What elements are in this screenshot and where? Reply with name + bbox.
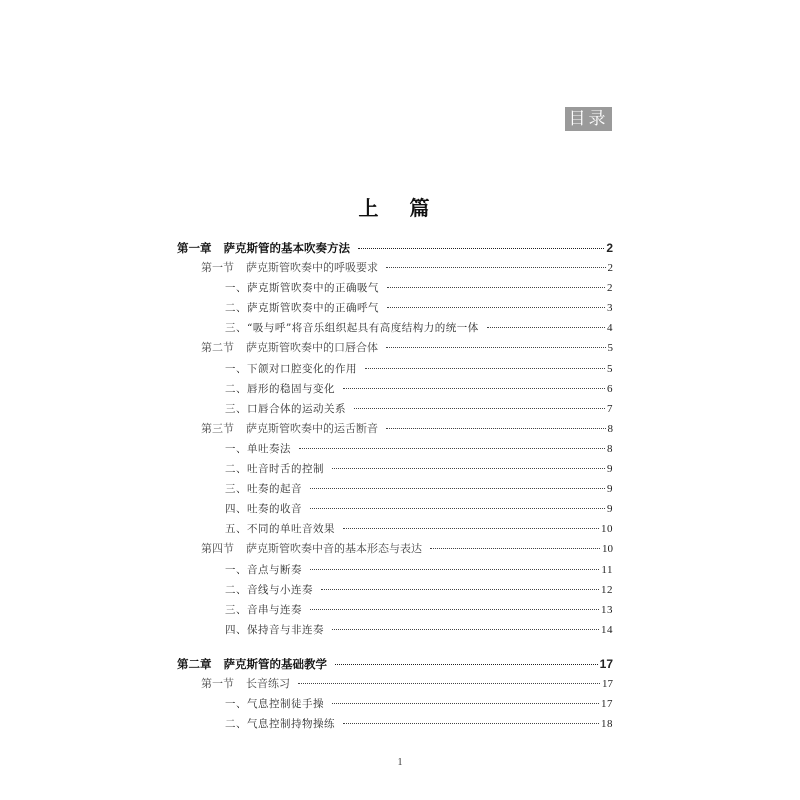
dot-leader — [343, 388, 605, 389]
page-number: 2 — [607, 262, 613, 275]
dot-leader — [365, 368, 605, 369]
section-number: 第一节 — [201, 676, 234, 690]
section-title: 萨克斯管吹奏中的口唇合体 — [246, 341, 378, 355]
section-title: 萨克斯管吹奏中的呼吸要求 — [246, 261, 378, 275]
toc-item — [177, 379, 613, 399]
item-title: 一、音点与断奏 — [225, 563, 302, 576]
section-title: 长音练习 — [246, 676, 290, 690]
dot-leader — [332, 468, 605, 469]
section-number: 第一节 — [201, 261, 234, 275]
page-number: 9 — [607, 463, 613, 476]
toc-section — [177, 338, 613, 358]
dot-leader — [430, 548, 600, 549]
page-number: 17 — [599, 656, 613, 671]
toc-item — [177, 359, 613, 379]
dot-leader — [354, 408, 605, 409]
dot-leader — [335, 664, 598, 665]
toc-chapter-1 — [177, 238, 613, 258]
chapter-title: 萨克斯管的基础教学 — [223, 656, 327, 671]
item-title: 三、吐奏的起音 — [225, 483, 302, 496]
toc-item — [177, 620, 613, 640]
toc-section — [177, 258, 613, 278]
page-number: 5 — [607, 362, 613, 375]
item-title: 三、口唇合体的运动关系 — [225, 402, 346, 415]
page-number: 2 — [606, 241, 613, 255]
item-title: 四、保持音与非连奏 — [225, 623, 324, 636]
toc-section — [177, 674, 613, 694]
dot-leader — [487, 327, 605, 328]
toc-item — [177, 580, 613, 600]
toc-item — [177, 600, 613, 620]
dot-leader — [310, 508, 605, 509]
page-number: 8 — [607, 422, 613, 435]
item-title: 二、萨克斯管吹奏中的正确呼气 — [225, 302, 379, 315]
page-number: 10 — [602, 543, 613, 556]
toc-section — [177, 539, 613, 559]
page-number: 10 — [601, 523, 613, 536]
dot-leader — [386, 267, 606, 268]
chapter-number: 第二章 — [177, 656, 212, 671]
toc-item — [177, 479, 613, 499]
page-number: 3 — [607, 302, 613, 315]
page-number: 6 — [607, 382, 613, 395]
page-number: 5 — [607, 342, 613, 355]
dot-leader — [310, 609, 599, 610]
page-folio: 1 — [397, 757, 403, 768]
toc-item — [177, 399, 613, 419]
item-title: 三、音串与连奏 — [225, 603, 302, 616]
item-title: 二、唇形的稳固与变化 — [225, 382, 335, 395]
dot-leader — [387, 307, 605, 308]
item-title: 二、音线与小连奏 — [225, 583, 313, 596]
toc-item — [177, 278, 613, 298]
dot-leader — [343, 528, 599, 529]
page-number: 9 — [607, 503, 613, 516]
section-number: 第三节 — [201, 421, 234, 435]
chapter-title: 萨克斯管的基本吹奏方法 — [223, 241, 350, 255]
toc-item — [177, 714, 613, 734]
page-number: 11 — [601, 563, 613, 576]
chapter-spacer — [177, 640, 613, 654]
item-title: 四、吐奏的收音 — [225, 503, 302, 516]
page-number: 12 — [601, 583, 613, 596]
section-title: 萨克斯管吹奏中音的基本形态与表达 — [246, 542, 422, 556]
page-number: 2 — [607, 282, 613, 295]
dot-leader — [343, 723, 599, 724]
item-title: 一、下颌对口腔变化的作用 — [225, 362, 357, 375]
dot-leader — [321, 589, 599, 590]
page-number: 7 — [607, 402, 613, 415]
page-number: 4 — [607, 322, 613, 335]
dot-leader — [387, 287, 605, 288]
dot-leader — [332, 703, 599, 704]
dot-leader — [386, 347, 606, 348]
item-title: 一、气息控制徒手操 — [225, 698, 324, 711]
item-title: 五、不同的单吐音效果 — [225, 523, 335, 536]
toc-section — [177, 419, 613, 439]
contents-header-tab: 目录 — [565, 107, 612, 131]
page-number: 14 — [601, 623, 613, 636]
page-number: 9 — [607, 483, 613, 496]
dot-leader — [298, 683, 600, 684]
page-number: 17 — [601, 698, 613, 711]
item-title: 一、单吐奏法 — [225, 442, 291, 455]
toc-item — [177, 519, 613, 539]
toc-chapter-2 — [177, 654, 613, 674]
dot-leader — [310, 488, 605, 489]
item-title: 三、“吸与呼”将音乐组织起具有高度结构力的统一体 — [225, 322, 479, 335]
toc-item — [177, 318, 613, 338]
toc-item — [177, 694, 613, 714]
section-title: 萨克斯管吹奏中的运舌断音 — [246, 421, 378, 435]
toc-item — [177, 560, 613, 580]
table-of-contents — [177, 238, 613, 734]
item-title: 二、吐音时舌的控制 — [225, 463, 324, 476]
part-title: 上 篇 — [358, 196, 442, 220]
toc-item — [177, 298, 613, 318]
page-number: 8 — [607, 442, 613, 455]
toc-item — [177, 499, 613, 519]
chapter-number: 第一章 — [177, 241, 212, 255]
page-number: 18 — [601, 718, 613, 731]
section-number: 第二节 — [201, 341, 234, 355]
toc-item — [177, 439, 613, 459]
item-title: 二、气息控制持物操练 — [225, 718, 335, 731]
dot-leader — [332, 629, 599, 630]
item-title: 一、萨克斯管吹奏中的正确吸气 — [225, 282, 379, 295]
dot-leader — [386, 428, 606, 429]
section-number: 第四节 — [201, 542, 234, 556]
dot-leader — [310, 569, 599, 570]
page-number: 13 — [601, 603, 613, 616]
toc-item — [177, 459, 613, 479]
dot-leader — [358, 248, 604, 249]
page-number: 17 — [602, 677, 613, 690]
dot-leader — [299, 448, 605, 449]
